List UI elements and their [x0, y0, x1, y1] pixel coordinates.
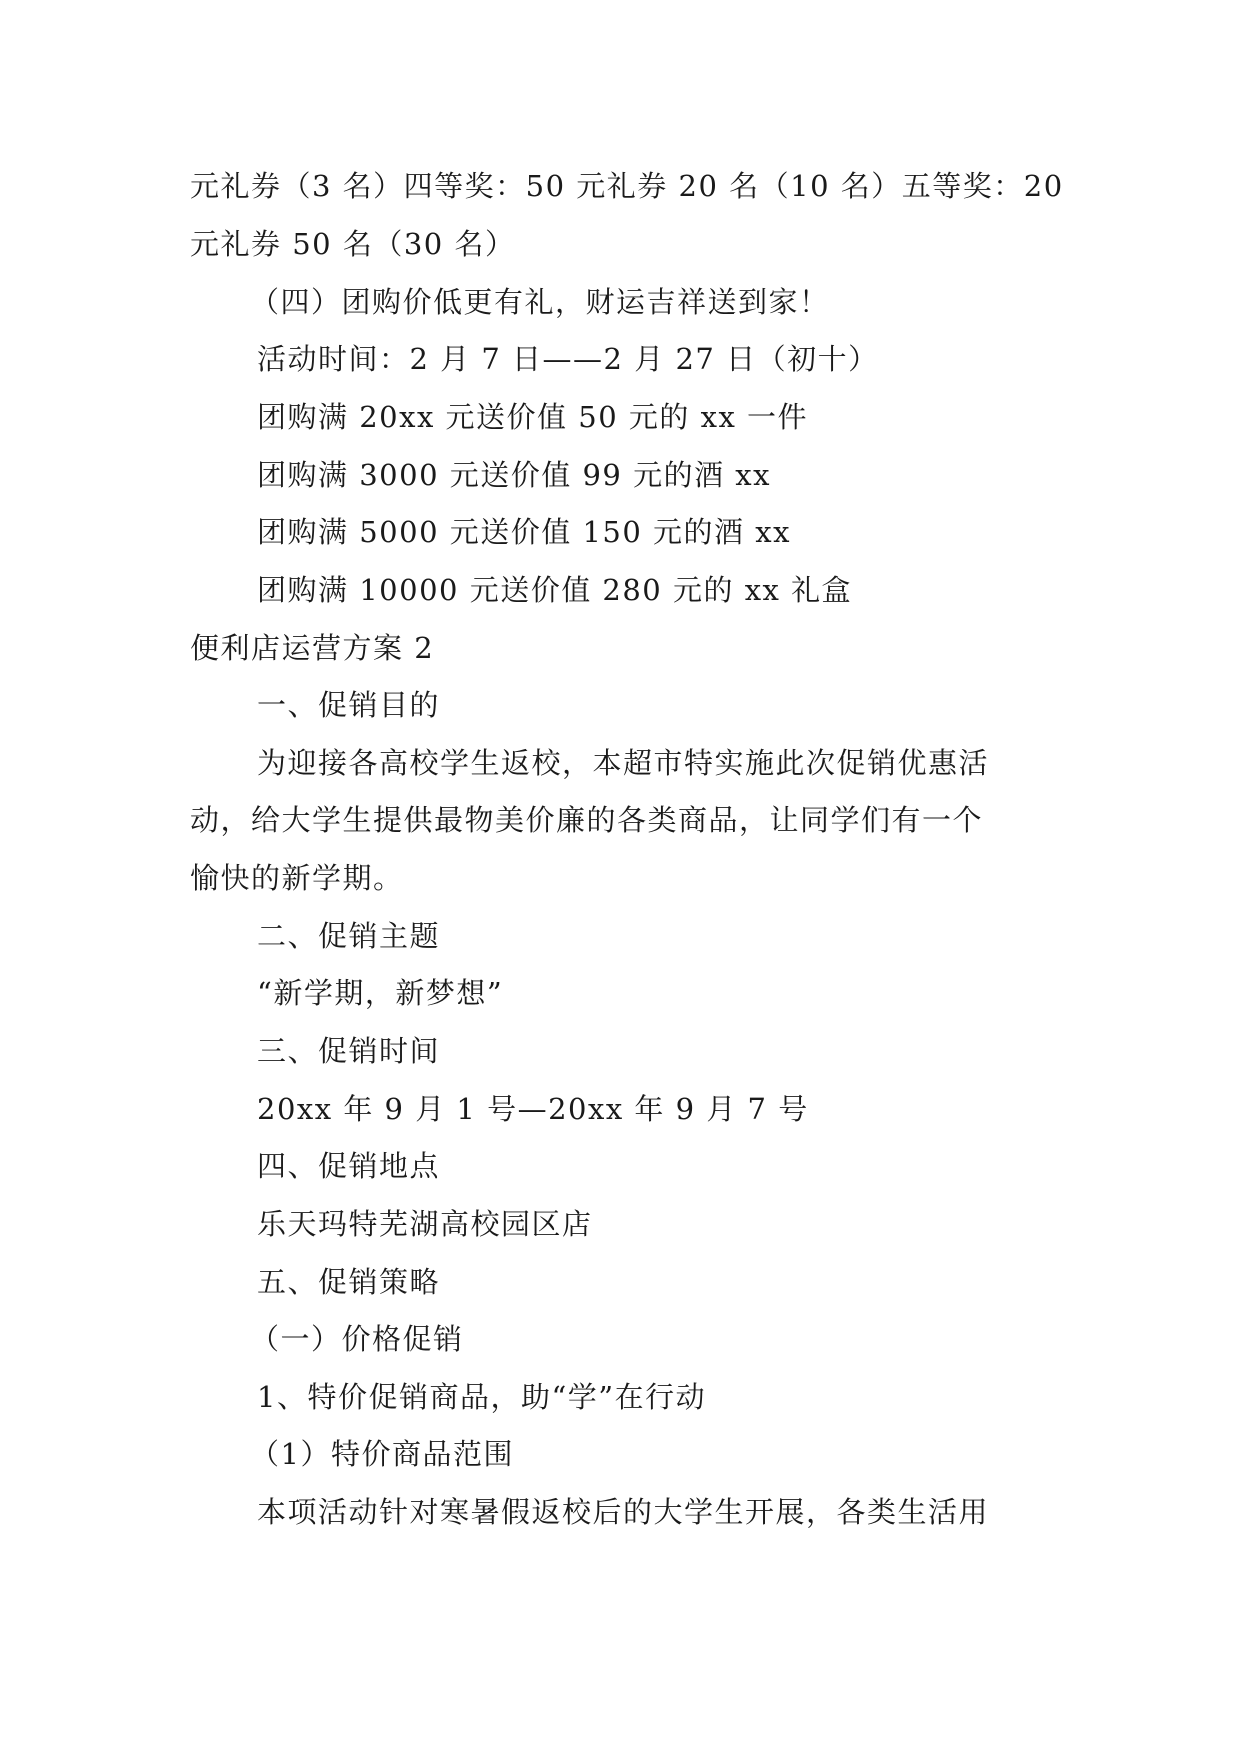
theme-text: “新学期，新梦想”: [257, 976, 504, 1010]
group-buy-tier-4: 团购满 10000 元送价值 280 元的 xx 礼盒: [257, 573, 853, 607]
item-heading-special-price: 1、特价促销商品，助“学”在行动: [257, 1380, 707, 1414]
group-buy-tier-1: 团购满 20xx 元送价值 50 元的 xx 一件: [257, 400, 809, 434]
location-text: 乐天玛特芜湖高校园区店: [257, 1207, 593, 1241]
section-heading-theme: 二、促销主题: [257, 919, 441, 953]
purpose-paragraph-line-3: 愉快的新学期。: [190, 861, 404, 895]
prize-text-line-2: 元礼券 50 名（30 名）: [190, 227, 516, 261]
section-heading-location: 四、促销地点: [257, 1149, 441, 1183]
subsection-heading-price: （一）价格促销: [250, 1322, 464, 1356]
section-heading-strategy: 五、促销策略: [257, 1265, 441, 1299]
purpose-paragraph-line-1: 为迎接各高校学生返校，本超市特实施此次促销优惠活: [257, 746, 990, 780]
time-text: 20xx 年 9 月 1 号—20xx 年 9 月 7 号: [257, 1092, 809, 1126]
section-heading-purpose: 一、促销目的: [257, 688, 441, 722]
section-heading-group-buy: （四）团购价低更有礼，财运吉祥送到家！: [250, 285, 830, 319]
activity-time-line: 活动时间：2 月 7 日——2 月 27 日（初十）: [257, 342, 879, 376]
group-buy-tier-2: 团购满 3000 元送价值 99 元的酒 xx: [257, 458, 772, 492]
purpose-paragraph-line-2: 动，给大学生提供最物美价廉的各类商品，让同学们有一个: [190, 803, 984, 837]
group-buy-tier-3: 团购满 5000 元送价值 150 元的酒 xx: [257, 515, 791, 549]
section-heading-time: 三、促销时间: [257, 1034, 441, 1068]
item-heading-range: （1）特价商品范围: [250, 1437, 514, 1471]
plan-title: 便利店运营方案 2: [190, 631, 435, 665]
prize-text-line-1: 元礼券（3 名）四等奖：50 元礼券 20 名（10 名）五等奖：20: [190, 169, 1064, 203]
range-paragraph-line-1: 本项活动针对寒暑假返校后的大学生开展，各类生活用: [257, 1495, 990, 1529]
